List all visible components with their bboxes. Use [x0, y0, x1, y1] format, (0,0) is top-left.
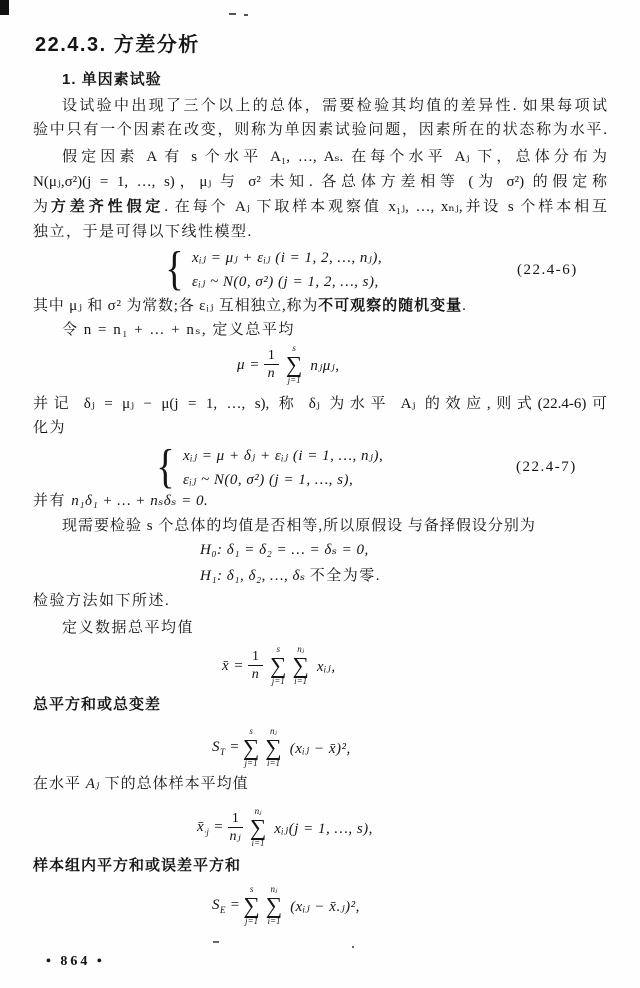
left-brace: { — [156, 440, 175, 493]
formula-grand-mean — [237, 342, 340, 388]
scan-artifact-dot — [229, 13, 236, 15]
fraction: $\frac{1}{\text{nⱼ}}$ — [229, 810, 242, 844]
equation-number: (22.4-7) — [516, 459, 577, 475]
summation-sign: s ∑ j=1 — [285, 343, 303, 385]
paragraph-line: 令 n = n₁ + … + nₛ, 定义总平均 — [62, 322, 295, 338]
paragraph-line — [33, 198, 607, 217]
bold-heading-error-ss: 样本组内平方和或误差平方和 — [33, 857, 242, 874]
paragraph-line: 独立，于是可得以下线性模型. — [33, 224, 253, 240]
formula-level-sample-mean — [197, 802, 373, 854]
null-hypothesis: H₀: δ₁ = δ₂ = … = δₛ = 0, — [200, 542, 369, 558]
summation-sign: s ∑ j=1 — [270, 644, 287, 686]
formula-error-sum-of-squares — [212, 880, 360, 932]
summation-sign: nⱼ ∑ i=1 — [292, 644, 309, 686]
text-run: 其中 μⱼ 和 σ² 为常数;各 εᵢⱼ 互相独立,称为 — [33, 298, 319, 314]
page-title: 22.4.3. 方差分析 — [35, 34, 200, 56]
paragraph-line: 定义数据总平均值 — [62, 620, 195, 636]
paragraph-line: 化为 — [33, 420, 67, 436]
formula-body: (xᵢⱼ − x̄)², — [289, 740, 351, 757]
fraction: $\frac{1}{n}$ — [248, 649, 263, 683]
scan-artifact-dot — [352, 946, 354, 948]
text-run: 为 — [33, 199, 51, 215]
formula-lhs: x̄ = — [222, 657, 245, 674]
bold-term-random-variable: 不可观察的随机变量 — [318, 297, 463, 314]
text-run: . — [462, 298, 467, 314]
summation-sign: nⱼ ∑ i=1 — [249, 806, 267, 848]
formula-lhs: $S_T$ = — [212, 739, 240, 757]
paragraph-line: 并记 δⱼ = μⱼ − μ(j = 1, …, s), 称 δⱼ 为水平 Aⱼ 的效应,则式(22.4-6)可 — [33, 396, 607, 412]
formula-lhs: μ = — [237, 356, 260, 373]
text-run: 在水平 — [33, 776, 86, 792]
scan-artifact-corner — [0, 0, 9, 15]
paragraph-line: 设试验中出现了三个以上的总体，需要检验其均值的差异性. 如果每项试 — [62, 98, 607, 114]
paragraph-line: 现需要检验 s 个总体的均值是否相等,所以原假设 与备择假设分别为 — [62, 518, 536, 534]
formula-total-sum-of-squares — [212, 722, 351, 774]
text-run: . 在每个 Aⱼ 下取样本观察值 x₁ⱼ, …, xₙⱼ,并设 s 个样本相互 — [164, 199, 607, 215]
math-run: n₁δ₁ + … + nₛδₛ = 0. — [71, 493, 209, 509]
paragraph-line — [33, 492, 208, 511]
paragraph-line: N(μⱼ,σ²)(j = 1, …, s)，μⱼ 与 σ² 未知. 各总体方差相等 (为 σ²) 的假定称 — [33, 174, 607, 190]
paragraph-line: 假定因素 A 有 s 个水平 A₁, …, Aₛ. 在每个水平 Aⱼ 下，总体分布为 — [62, 149, 607, 165]
summation-sign: s ∑ j=1 — [242, 726, 260, 768]
equation-row: xᵢⱼ = μⱼ + εᵢⱼ (i = 1, 2, …, nⱼ), — [192, 249, 383, 266]
formula-data-grand-mean — [222, 640, 336, 692]
equation-row: εᵢⱼ ~ N(0, σ²) (j = 1, 2, …, s), — [192, 273, 379, 290]
equation-effects-model — [154, 440, 384, 493]
paragraph-line: 验中只有一个因素在改变，则称为单因素试验问题，因素所在的状态称为水平. — [33, 122, 607, 138]
summation-sign: nⱼ ∑ i=1 — [265, 884, 283, 926]
formula-body: xᵢⱼ(j = 1, …, s), — [274, 820, 373, 837]
math-run: H₁: δ₁, δ₂, …, δₛ — [200, 568, 310, 584]
summation-sign: s ∑ j=1 — [243, 884, 260, 926]
bold-heading-total-ss: 总平方和或总变差 — [33, 696, 162, 713]
formula-lhs: $x̄_{\cdot j}$ = — [197, 819, 224, 837]
page-number: • 864 • — [46, 954, 105, 969]
bold-term-homogeneity: 方差齐性假定 — [50, 198, 165, 215]
formula-body: xᵢⱼ, — [316, 658, 336, 675]
text-run: 下的总体样本平均值 — [99, 776, 249, 792]
equation-row: xᵢⱼ = μ + δⱼ + εᵢⱼ (i = 1, …, nⱼ), — [183, 447, 384, 464]
paragraph-line: 检验方法如下所述. — [33, 593, 171, 609]
equation-number: (22.4-6) — [517, 262, 578, 278]
formula-body: (xᵢⱼ − x̄.ⱼ)², — [290, 898, 360, 915]
fraction: $\frac{1}{n}$ — [264, 348, 279, 382]
section-heading: 1. 单因素试验 — [62, 71, 162, 88]
scan-artifact-dot — [213, 941, 219, 943]
paragraph-line — [33, 775, 249, 794]
equation-row: εᵢⱼ ~ N(0, σ²) (j = 1, …, s), — [183, 471, 354, 488]
math-run: Aⱼ — [85, 776, 100, 792]
text-run: 并有 — [33, 493, 72, 509]
equation-linear-model — [163, 242, 383, 295]
formula-body: nⱼμⱼ, — [310, 357, 340, 374]
scan-artifact-dot — [244, 14, 248, 16]
alternative-hypothesis — [200, 567, 381, 586]
formula-lhs: $S_E$ = — [212, 897, 241, 915]
paragraph-line — [33, 297, 467, 316]
left-brace: { — [165, 242, 184, 295]
text-run: 不全为零. — [309, 568, 382, 584]
summation-sign: nⱼ ∑ i=1 — [265, 726, 282, 768]
